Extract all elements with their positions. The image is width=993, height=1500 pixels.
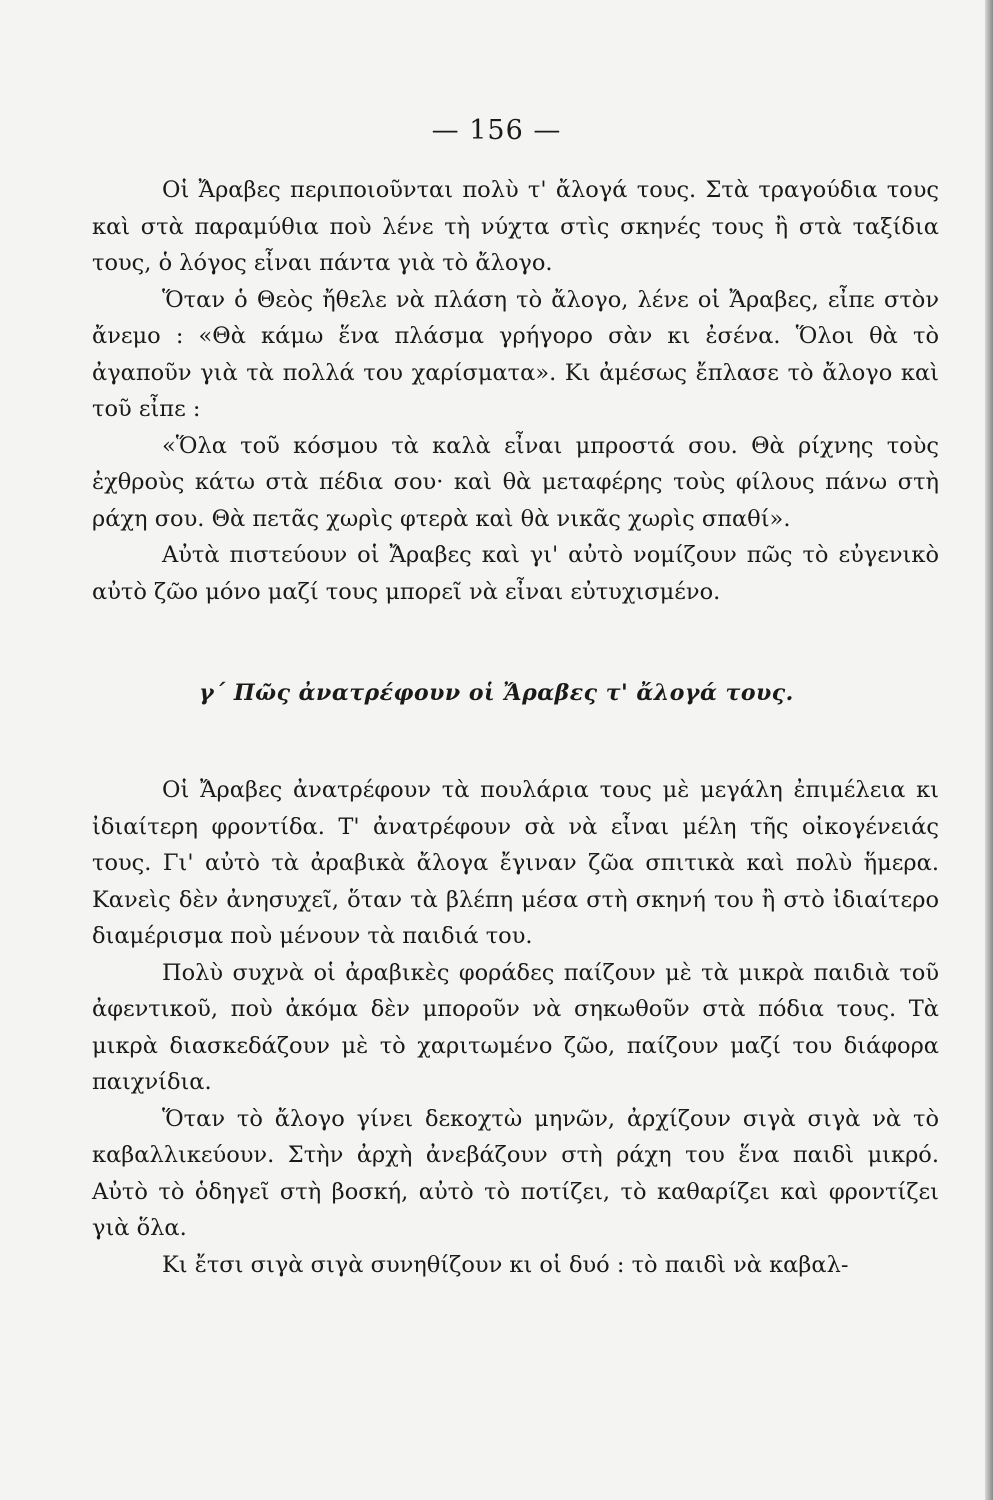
section-heading: γ΄ Πῶς ἀνατρέφουν οἱ Ἄραβες τ' ἄλογά τους. [199,680,794,706]
paragraph: Αὐτὰ πιστεύουν οἱ Ἄραβες καὶ γι' αὐτὸ νομίζουν πῶς τὸ εὐγενικὸ αὐτὸ ζῶο μόνο μαζί τους μπορεῖ νὰ εἶναι εὐτυχισμένο. [92,542,939,605]
paragraph: Ὅταν τὸ ἄλογο γίνει δεκοχτὼ μηνῶν, ἀρχίζουν σιγὰ σιγὰ νὰ τὸ καβαλλικεύουν. Στὴν ἀρχὴ ἀνεβάζουν στὴ ράχη του ἕνα παιδὶ μικρό. Αὐτὸ τὸ ὁδηγεῖ στὴ βοσκή, αὐτὸ τὸ ποτίζει, τὸ καθαρίζει καὶ φροντίζει γιὰ ὅλα. [92,1105,939,1241]
paragraph: Οἱ Ἄραβες περιποιοῦνται πολὺ τ' ἄλογά τους. Στὰ τραγούδια τους καὶ στὰ παραμύθια ποὺ λένε τὴ νύχτα στὶς σκηνές τους ἢ στὰ ταξίδια τους, ὁ λόγος εἶναι πάντα γιὰ τὸ ἄλογο. [92,177,939,276]
paragraph: Κι ἔτσι σιγὰ σιγὰ συνηθίζουν κι οἱ δυό : τὸ παιδὶ νὰ καβαλ- [162,1251,849,1278]
paragraph: Οἱ Ἄραβες ἀνατρέφουν τὰ πουλάρια τους μὲ μεγάλη ἐπιμέλεια κι ἰδιαίτερη φροντίδα. Τ' ἀνατρέφουν σὰ νὰ εἶναι μέλη τῆς οἰκογένειάς τους. Γι' αὐτὸ τὰ ἀραβικὰ ἄλογα ἔγιναν ζῶα σπιτικὰ καὶ πολὺ ἥμερα. Κανεὶς δὲν ἀνησυχεῖ, ὅταν τὰ βλέπη μέσα στὴ σκηνή του ἢ στὸ ἰδιαίτερο διαμέρισμα ποὺ μένουν τὰ παιδιά του. [92,777,939,949]
section-2-text [92,772,939,1283]
paragraph: Ὅταν ὁ Θεὸς ἤθελε νὰ πλάση τὸ ἄλογο, λένε οἱ Ἄραβες, εἶπε στὸν ἄνεμο : «Θὰ κάμω ἕνα πλάσμα γρήγορο σὰν κι ἐσένα. Ὅλοι θὰ τὸ ἀγαποῦν γιὰ τὰ πολλά του χαρίσματα». Κι ἀμέσως ἔπλασε τὸ ἄλογο καὶ τοῦ εἶπε : [92,286,939,422]
section-1-text [92,172,939,610]
page-number: — 156 — [431,115,562,146]
paragraph: «Ὅλα τοῦ κόσμου τὰ καλὰ εἶναι μπροστά σου. Θὰ ρίχνης τοὺς ἐχθροὺς κάτω στὰ πέδια σου· καὶ θὰ μεταφέρης τοὺς φίλους πάνω στὴ ράχη σου. Θὰ πετᾶς χωρὶς φτερὰ καὶ θὰ νικᾶς χωρὶς σπαθί». [92,432,939,532]
page-edge-shadow [985,0,993,1500]
paragraph: Πολὺ συχνὰ οἱ ἀραβικὲς φοράδες παίζουν μὲ τὰ μικρὰ παιδιὰ τοῦ ἀφεντικοῦ, ποὺ ἀκόμα δὲν μποροῦν νὰ σηκωθοῦν στὰ πόδια τους. Τὰ μικρὰ διασκεδάζουν μὲ τὸ χαριτωμένο ζῶο, παίζουν μαζί του διάφορα παιχνίδια. [92,959,939,1095]
